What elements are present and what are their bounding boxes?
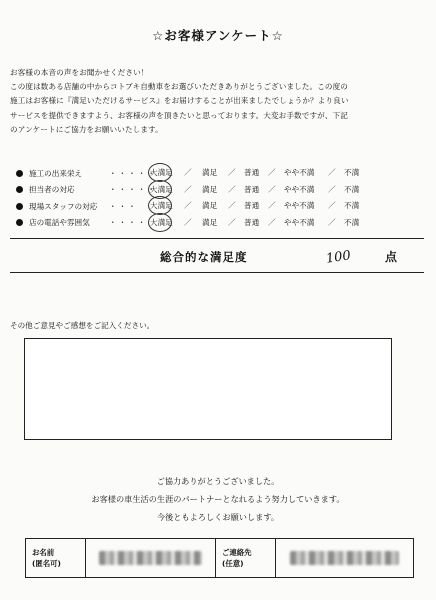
divider	[10, 272, 424, 273]
rating-row	[16, 182, 426, 199]
rating-row	[16, 215, 426, 232]
comment-prompt: その他ご意見やご感想をご記入ください。	[10, 321, 155, 330]
option-separator: ／	[268, 184, 276, 194]
rating-option[interactable]: 大満足	[150, 168, 173, 177]
thanks-line: 今後ともよろしくお願いします。	[156, 512, 280, 522]
option-separator: ／	[184, 217, 192, 227]
option-separator: ／	[328, 201, 336, 210]
leader-dots: ・・・・・	[109, 185, 157, 195]
option-separator: ／	[328, 217, 336, 227]
selected-circle-mark	[148, 213, 172, 232]
rating-option[interactable]: 大満足	[150, 184, 173, 194]
redacted-phone	[290, 551, 400, 565]
contact-table	[25, 538, 414, 578]
bullet-icon	[16, 203, 23, 210]
option-separator: ／	[228, 184, 236, 194]
rating-option[interactable]: 普通	[244, 184, 260, 194]
option-separator: ／	[328, 184, 336, 194]
rating-option[interactable]: やや不満	[284, 168, 315, 177]
rating-option[interactable]: 不満	[344, 201, 360, 210]
name-label-cell	[26, 539, 86, 578]
redacted-name	[99, 551, 202, 565]
form-title: ☆お客様アンケート☆	[152, 28, 284, 43]
rating-option[interactable]: 大満足	[150, 201, 173, 210]
intro-text	[10, 66, 426, 137]
phone-note: (任意)	[222, 559, 244, 568]
rating-option[interactable]: 普通	[244, 217, 260, 227]
name-field[interactable]	[86, 539, 216, 578]
rating-option[interactable]: 満足	[202, 217, 218, 227]
bullet-icon	[16, 170, 23, 177]
intro-line: お客様の本音の声をお聞かせください！	[10, 68, 149, 77]
option-separator: ／	[228, 217, 236, 227]
rating-label: 現場スタッフの対応	[29, 201, 98, 211]
option-separator: ／	[268, 201, 276, 210]
rating-option[interactable]: 大満足	[150, 217, 173, 227]
rating-row	[16, 165, 426, 182]
option-separator: ／	[228, 201, 236, 210]
divider	[10, 238, 424, 239]
rating-option[interactable]: やや不満	[284, 217, 315, 227]
phone-label-cell	[216, 539, 276, 578]
phone-field[interactable]	[276, 539, 414, 578]
rating-option[interactable]: 普通	[244, 168, 260, 177]
rating-option[interactable]: 不満	[344, 217, 360, 227]
option-separator: ／	[328, 168, 336, 177]
rating-table	[16, 165, 426, 231]
phone-label: ご連絡先	[222, 548, 252, 557]
rating-option[interactable]: 満足	[202, 168, 218, 177]
rating-option[interactable]: やや不満	[284, 201, 315, 210]
rating-option[interactable]: 不満	[344, 168, 360, 177]
option-separator: ／	[184, 201, 192, 210]
rating-option[interactable]: 普通	[244, 201, 260, 210]
leader-dots: ・・・・・	[109, 168, 157, 178]
option-separator: ／	[268, 217, 276, 227]
intro-line: 施工はお客様に『満足いただけるサービス』をお届けすることが出来ましたでしょうか？より良い	[10, 96, 349, 106]
rating-option[interactable]: 満足	[202, 184, 218, 194]
rating-label: 店の電話や雰囲気	[29, 218, 90, 228]
intro-line: この度は数ある店舗の中からコトブキ自動車をお選びいただきありがとうございました。この度の	[10, 82, 348, 92]
rating-label: 担当者の対応	[29, 185, 75, 195]
name-label: お名前	[32, 548, 55, 557]
rating-option[interactable]: 満足	[202, 201, 218, 210]
intro-line: サービスを提供できますよう、お客様の声を頂きたいと思っております。大変お手数ですが、下記	[10, 110, 348, 120]
option-separator: ／	[184, 184, 192, 194]
overall-score-handwritten[interactable]: 100	[325, 248, 352, 267]
bullet-icon	[16, 219, 23, 226]
option-separator: ／	[184, 168, 192, 177]
bullet-icon	[16, 186, 23, 193]
overall-satisfaction-label: 総合的な満足度	[160, 250, 248, 264]
name-note: (匿名可)	[32, 559, 61, 568]
leader-dots: ・・・	[109, 201, 138, 211]
rating-row	[16, 198, 426, 215]
rating-option[interactable]: 不満	[344, 184, 360, 194]
thanks-line: ご協力ありがとうございました。	[156, 476, 280, 486]
option-separator: ／	[228, 168, 236, 177]
rating-option[interactable]: やや不満	[284, 184, 315, 194]
rating-label: 施工の出来栄え	[29, 168, 83, 178]
score-unit: 点	[385, 250, 398, 264]
comment-box[interactable]	[24, 338, 392, 440]
thanks-line: お客様の車生活の生涯のパートナーとなれるよう努力していきます。	[91, 494, 345, 504]
option-separator: ／	[268, 168, 276, 177]
intro-line: のアンケートにご協力をお願いいたします。	[10, 124, 163, 134]
leader-dots: ・・・・	[109, 218, 148, 228]
